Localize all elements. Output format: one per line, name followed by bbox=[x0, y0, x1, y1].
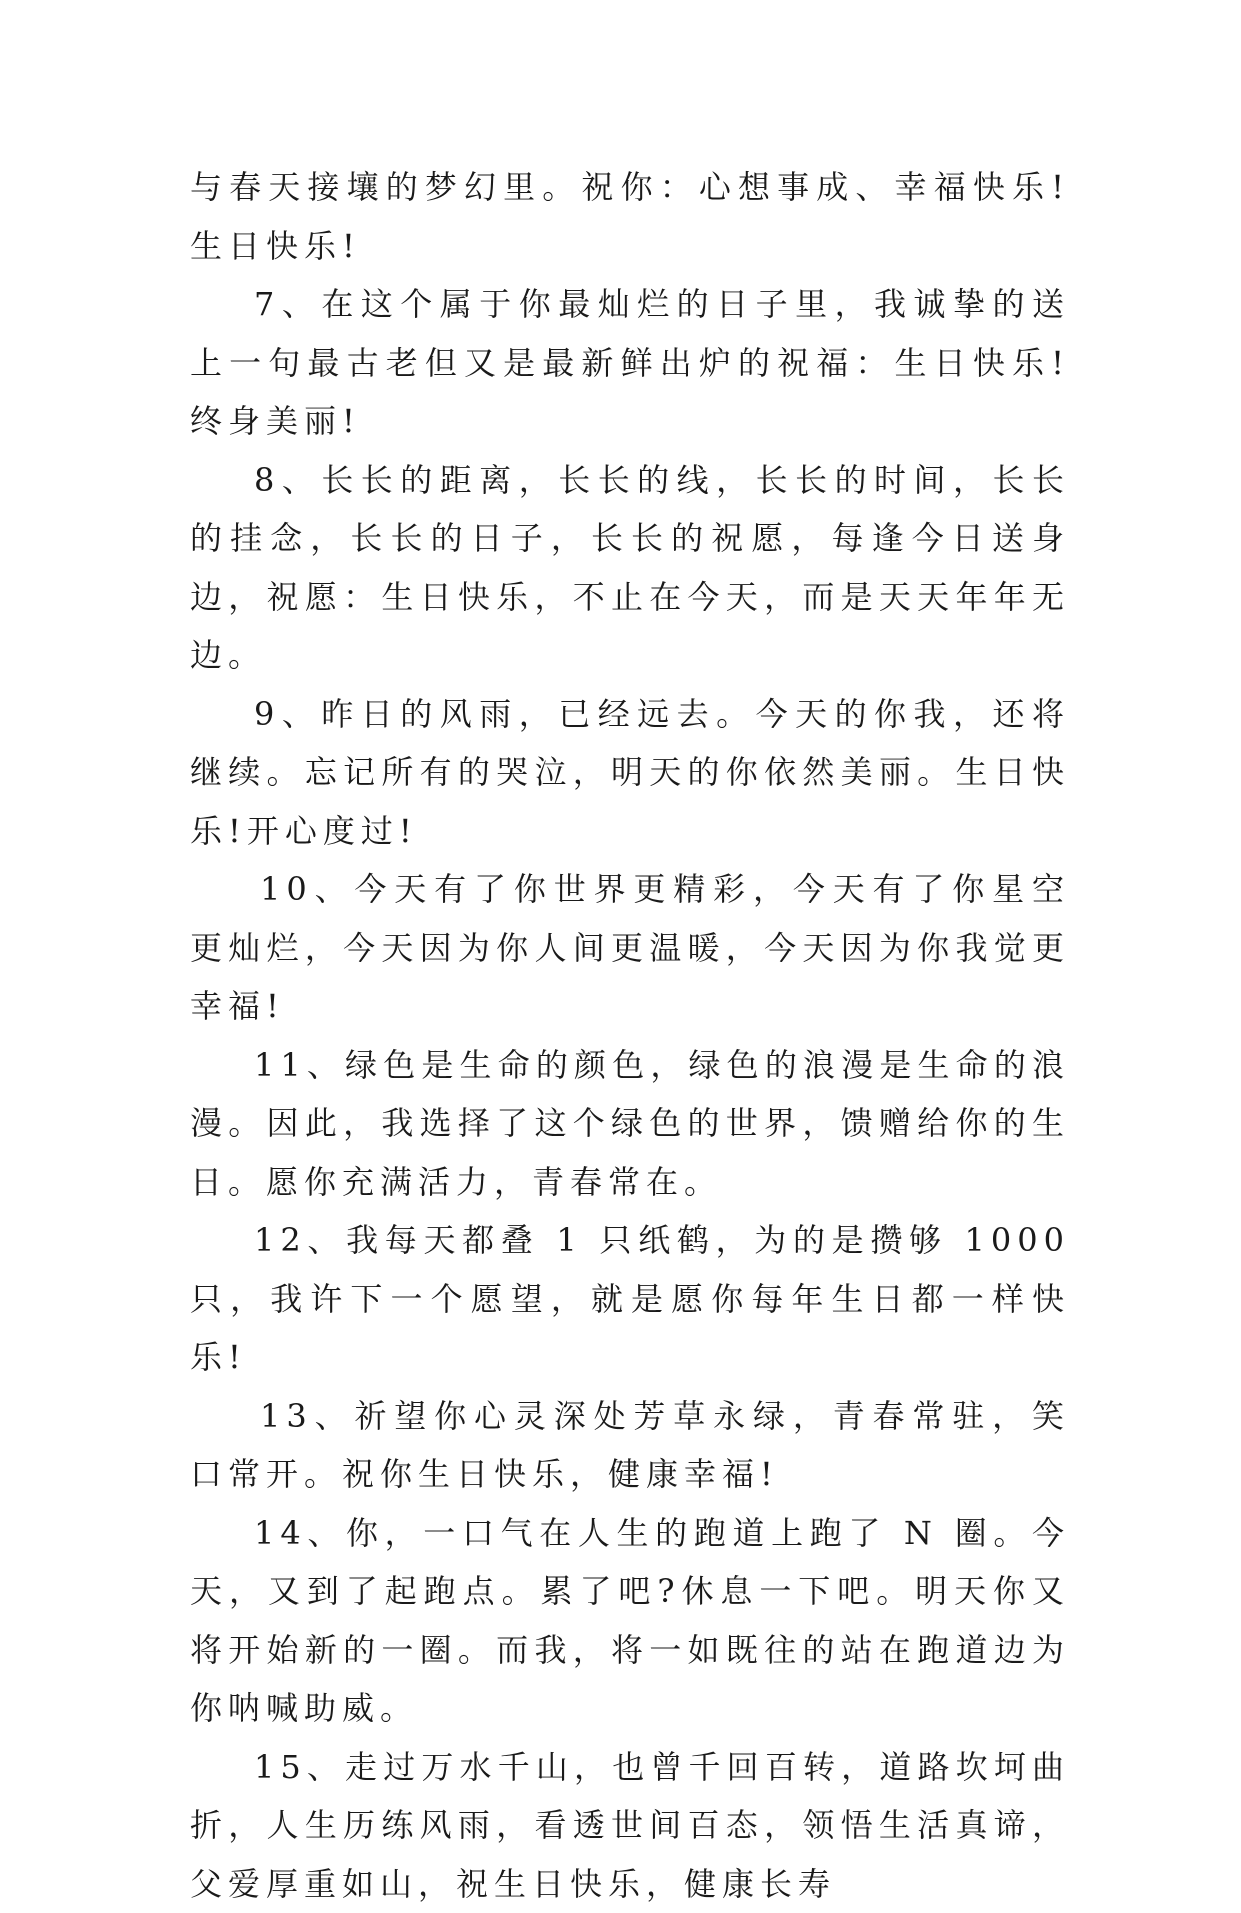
paragraph-item-14: 14、你，一口气在人生的跑道上跑了 N 圈。今天，又到了起跑点。累了吧?休息一下吧。明天你又将开始新的一圈。而我，将一如既往的站在跑道边为你呐喊助威。 bbox=[190, 1504, 1070, 1738]
paragraph-item-12: 12、我每天都叠 1 只纸鹤，为的是攒够 1000 只，我许下一个愿望，就是愿你每年生日都一样快乐! bbox=[190, 1211, 1070, 1387]
paragraph-continuation: 与春天接壤的梦幻里。祝你：心想事成、幸福快乐!生日快乐! bbox=[190, 158, 1070, 275]
paragraph-item-7: 7、在这个属于你最灿烂的日子里，我诚挚的送上一句最古老但又是最新鲜出炉的祝福：生日快乐!终身美丽! bbox=[190, 275, 1070, 451]
paragraph-item-11: 11、绿色是生命的颜色，绿色的浪漫是生命的浪漫。因此，我选择了这个绿色的世界，馈赠给你的生日。愿你充满活力，青春常在。 bbox=[190, 1036, 1070, 1212]
document-body bbox=[190, 158, 1070, 1913]
paragraph-item-10: 10、今天有了你世界更精彩，今天有了你星空更灿烂，今天因为你人间更温暖，今天因为你我觉更幸福! bbox=[190, 860, 1070, 1036]
paragraph-item-8: 8、长长的距离，长长的线，长长的时间，长长的挂念，长长的日子，长长的祝愿，每逢今日送身边，祝愿：生日快乐，不止在今天，而是天天年年无边。 bbox=[190, 451, 1070, 685]
paragraph-item-13: 13、祈望你心灵深处芳草永绿，青春常驻，笑口常开。祝你生日快乐，健康幸福! bbox=[190, 1387, 1070, 1504]
paragraph-item-9: 9、昨日的风雨，已经远去。今天的你我，还将继续。忘记所有的哭泣，明天的你依然美丽。生日快乐!开心度过! bbox=[190, 685, 1070, 861]
paragraph-item-15: 15、走过万水千山，也曾千回百转，道路坎坷曲折，人生历练风雨，看透世间百态，领悟生活真谛，父爱厚重如山，祝生日快乐，健康长寿 bbox=[190, 1738, 1070, 1913]
